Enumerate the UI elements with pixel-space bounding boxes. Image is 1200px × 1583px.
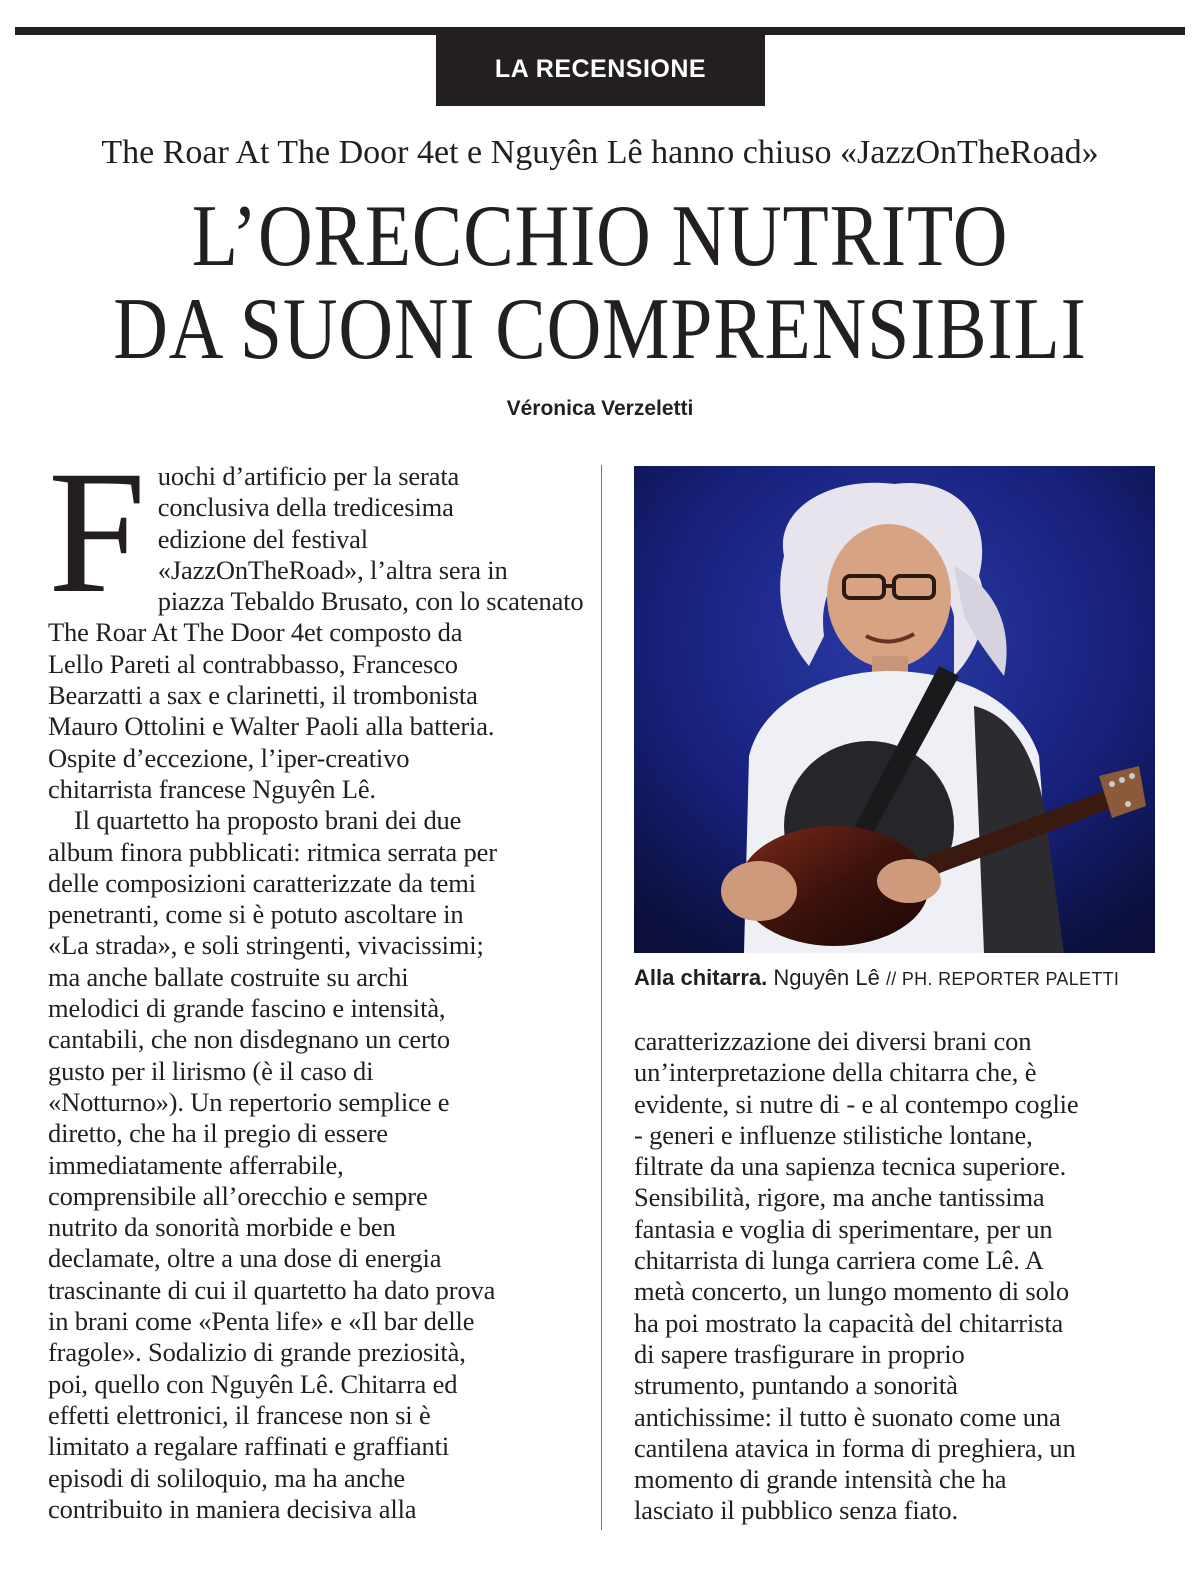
body-line: album finora pubblicati: ritmica serrata per	[48, 836, 497, 867]
body-line: episodi di soliloquio, ma ha anche	[48, 1462, 405, 1493]
caption-bold: Alla chitarra.	[634, 965, 768, 990]
body-line: melodici di grande fascino e intensità,	[48, 993, 446, 1024]
drop-cap: F	[48, 435, 146, 630]
body-line: fantasia e voglia di sperimentare, per un	[634, 1213, 1053, 1244]
body-line: metà concerto, un lungo momento di solo	[634, 1276, 1069, 1307]
body-line: ma anche ballate costruite su archi	[48, 961, 409, 992]
body-line: fragole». Sodalizio di grande preziosità,	[48, 1337, 466, 1368]
body-line: Sensibilità, rigore, ma anche tantissima	[634, 1182, 1045, 1213]
body-line: chitarrista di lunga carriera come Lê. A	[634, 1245, 1044, 1276]
body-line: lasciato il pubblico senza fiato.	[634, 1495, 958, 1526]
body-line: in brani come «Penta life» e «Il bar delle	[48, 1306, 475, 1337]
body-line: contribuito in maniera decisiva alla	[48, 1493, 417, 1524]
body-line: «Notturno»). Un repertorio semplice e	[48, 1086, 450, 1117]
body-line: un’interpretazione della chitarra che, è	[634, 1057, 1037, 1088]
article-column-right	[634, 1026, 1159, 1527]
body-line: comprensibile all’orecchio e sempre	[48, 1180, 428, 1211]
photo-caption	[634, 965, 1164, 991]
article-photo	[634, 466, 1155, 953]
body-line: «La strada», e soli stringenti, vivacissimi;	[48, 930, 484, 961]
body-line: caratterizzazione dei diversi brani con	[634, 1026, 1032, 1056]
body-line: di sapere trasfigurare in proprio	[634, 1338, 965, 1369]
guitarist-photo-illustration	[634, 466, 1155, 953]
kicker: The Roar At The Door 4et e Nguyên Lê hanno chiuso «JazzOnTheRoad»	[101, 134, 1099, 171]
body-line: penetranti, come si è potuto ascoltare in	[48, 899, 464, 930]
body-line: Bearzatti a sax e clarinetti, il trombonista	[48, 680, 478, 711]
body-line: Ospite d’eccezione, l’iper-creativo	[48, 742, 410, 773]
body-line: immediatamente afferrabile,	[48, 1149, 344, 1180]
body-line: filtrate da una sapienza tecnica superiore.	[634, 1151, 1067, 1182]
headline	[84, 190, 1116, 376]
body-line: uochi d’artificio per la serata	[157, 461, 460, 491]
body-line: trascinante di cui il quartetto ha dato prova	[48, 1274, 496, 1305]
body-line: cantilena atavica in forma di preghiera, un	[634, 1432, 1076, 1463]
body-line: antichissime: il tutto è suonato come una	[634, 1401, 1061, 1432]
headline-line-2: DA SUONI COMPRENSIBILI	[113, 281, 1087, 378]
body-line: ha poi mostrato la capacità del chitarrista	[634, 1307, 1064, 1338]
body-line: - generi e influenze stilistiche lontane,	[634, 1119, 1033, 1150]
column-divider	[601, 465, 602, 1530]
body-line: conclusiva della tredicesima	[157, 492, 454, 523]
body-line: chitarrista francese Nguyên Lê.	[48, 773, 376, 804]
body-line: evidente, si nutre di - e al contempo coglie	[634, 1088, 1079, 1119]
caption-text: Nguyên Lê	[773, 965, 880, 990]
body-line: Lello Pareti al contrabbasso, Francesco	[48, 648, 458, 679]
body-line: «JazzOnTheRoad», l’altra sera in	[157, 554, 508, 585]
body-line: gusto per il lirismo (è il caso di	[48, 1055, 374, 1086]
body-line: piazza Tebaldo Brusato, con lo scatenato	[157, 586, 584, 617]
caption-credit: // PH. REPORTER PALETTI	[885, 969, 1120, 989]
body-line: momento di grande intensità che ha	[634, 1464, 1007, 1495]
body-line: Mauro Ottolini e Walter Paoli alla batteria.	[48, 711, 495, 742]
body-line: strumento, puntando a sonorità	[634, 1370, 958, 1401]
body-line: limitato a regalare raffinati e graffianti	[48, 1431, 450, 1462]
body-line: edizione del festival	[157, 523, 368, 554]
body-line: Il quartetto ha proposto brani dei due	[74, 805, 462, 836]
body-line: declamate, oltre a una dose di energia	[48, 1243, 442, 1274]
body-line: poi, quello con Nguyên Lê. Chitarra ed	[48, 1368, 458, 1399]
article-column-left	[48, 435, 584, 1525]
body-line: effetti elettronici, il francese non si è	[48, 1399, 431, 1430]
byline: Véronica Verzeletti	[506, 397, 694, 420]
body-line: delle composizioni caratterizzate da temi	[48, 867, 476, 898]
section-tag: LA RECENSIONE	[436, 27, 765, 106]
body-line: cantabili, che non disdegnano un certo	[48, 1024, 450, 1055]
body-line: nutrito da sonorità morbide e ben	[48, 1212, 396, 1243]
body-line: diretto, che ha il pregio di essere	[48, 1118, 388, 1149]
headline-line-1: L’ORECCHIO NUTRITO	[191, 188, 1009, 285]
body-line: The Roar At The Door 4et composto da	[48, 617, 463, 648]
